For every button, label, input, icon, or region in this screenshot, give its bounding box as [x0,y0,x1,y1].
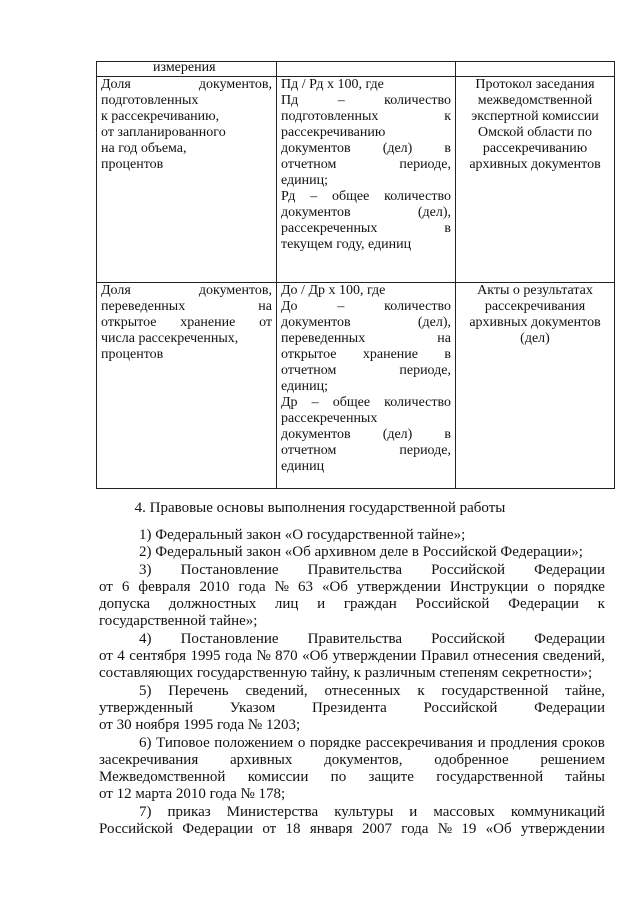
table-row [97,77,615,283]
text-line: 1) Федеральный закон «О государственной тайне»; [139,527,466,543]
legal-basis-list [99,527,605,838]
cell-line: единиц; [281,379,329,394]
cell-line [281,141,451,157]
cell-line: межведомственной [477,93,593,108]
word: в [444,141,451,156]
word: рассекречивания [365,734,474,751]
text-line: 2) Федеральный закон «Об архивном деле в Российской Федерации»; [139,544,583,561]
word: количество [384,299,451,314]
word: от [259,315,272,330]
word: одобренное [434,751,509,768]
word: – [337,93,345,108]
word: периоде, [399,363,451,378]
word: документов, [198,77,272,92]
word: Российской [423,699,498,716]
cell-line: текущем году, единиц [281,237,412,252]
word: тайне, [565,682,605,699]
cell-line: Протокол заседания [475,77,595,92]
word: Рд [281,189,296,204]
word: Российской [415,596,490,613]
text-line: государственной тайне»; [99,613,258,630]
word: общее [332,395,371,410]
word: года [224,648,253,665]
text-line: от 12 марта 2010 года № 178; [99,786,286,803]
cell-line: экспертной комиссии [471,109,599,124]
word: Доля [101,283,131,298]
word: Правительства [307,561,403,578]
word: о [537,578,545,595]
word: отнесенных [324,682,401,699]
cell-line [281,189,451,205]
word: рассекреченных [281,221,378,236]
word: решением [540,751,605,768]
word: Президента [311,699,387,716]
word: и [317,596,326,613]
word: утвержденный [99,699,194,716]
table-cell-indicator [97,283,277,489]
word: Постановление [180,561,279,578]
word: приказ [167,803,211,820]
cell-line [281,427,451,443]
section-title: 4. Правовые основы выполнения государственной работы [134,500,506,516]
cell-line: (дел) [520,331,550,346]
word: 2007 [362,821,392,838]
word: документов [281,205,351,220]
word: о [297,734,306,751]
word: продления [490,734,558,751]
word: допуска [99,596,151,613]
word: отчетном [281,443,337,458]
word: открытое [281,347,337,362]
word: сведений, [542,648,605,665]
word: отчетном [281,157,337,172]
word: комиссии [247,769,309,786]
text-line [99,683,605,700]
list-item [99,527,605,544]
word: порядке [553,578,605,595]
word: к [597,596,605,613]
cell-line: единиц [281,459,325,474]
cell-line [281,109,451,125]
word: архивных [229,751,293,768]
cell-line: архивных документов [469,157,601,172]
cell-line: на год объема, [101,141,187,156]
word: отнесения [472,648,539,665]
list-item [99,562,605,631]
word: Федерации [534,561,605,578]
text-line: от 30 ноября 1995 года № 1203; [99,717,301,734]
text-line [99,804,605,821]
word: Российской [99,821,173,838]
word: хранение [362,347,418,362]
word: – [311,395,319,410]
cell-line [281,93,451,109]
list-item [99,683,605,735]
table-cell-source [456,283,615,489]
table-cell-indicator [97,62,277,77]
cell-line [281,395,451,411]
word: «Об [302,648,329,665]
word: документов [281,427,351,442]
word: года [238,578,266,595]
text-line: составляющих государственную тайну, к различным степеням секретности»; [99,665,593,682]
word: 19 [461,821,477,838]
word: отчетном [281,363,337,378]
cell-line: Омской области по [477,125,593,140]
table-cell-source [456,77,615,283]
word: утверждении [332,648,417,665]
text-line [99,562,605,579]
word: 6 [121,578,130,595]
word: переведенных [281,331,366,346]
word: по [330,769,347,786]
word: в [444,347,451,362]
word: количество [384,189,451,204]
word: защите [368,769,414,786]
text-line [99,821,605,838]
word: от [262,821,277,838]
word: к [417,682,425,699]
cell-line: рассекречиванию [482,141,588,156]
word: коммуникаций [510,803,605,820]
cell-line [101,299,272,315]
word: документов [281,315,351,330]
cell-line: рассекречивания [484,299,586,314]
word: количество [384,93,451,108]
word: и [409,803,418,820]
text-line [99,700,605,717]
word: порядке [309,734,362,751]
word: Федерации [182,821,254,838]
list-item [99,544,605,561]
cell-line: До / Др х 100, где [281,283,386,298]
continuation-text: измерения [153,60,216,75]
word: Федерации [534,699,605,716]
word: переведенных [101,299,186,314]
word: в [444,427,451,442]
list-item [99,631,605,683]
cell-line [101,77,272,93]
cell-line [281,443,451,459]
word: положением [214,734,294,751]
table-row [97,283,615,489]
indicators-table [96,61,615,489]
word: тайны [565,769,605,786]
word: – [337,299,345,314]
table-cell-formula [277,283,456,489]
word: общее [331,189,370,204]
cell-line: единиц; [281,173,329,188]
word: сроков [562,734,605,751]
word: 5) [139,682,152,699]
cell-line: числа рассекреченных, [101,331,239,346]
cell-line [281,299,451,315]
text-line [99,735,605,752]
text-line [99,769,605,786]
word: периоде, [399,157,451,172]
word: документов, [198,283,272,298]
word: Пд [281,93,299,108]
cell-line [281,157,451,173]
word: Перечень [168,682,229,699]
word: 63 [297,578,313,595]
table-cell-formula [277,77,456,283]
word: 3) [139,561,152,578]
word: (дел), [417,315,451,330]
word: 2010 [199,578,230,595]
word: 7) [139,803,152,820]
word: 4 [117,648,125,665]
cell-line [281,347,451,363]
word: № [274,578,289,595]
word: подготовленных [281,109,379,124]
word: Правительства [307,630,403,647]
word: документов [281,141,351,156]
word: 1995 [190,648,221,665]
word: 870 [275,648,298,665]
table-cell-formula [277,62,456,77]
word: года [401,821,429,838]
cell-line: процентов [101,347,164,362]
word: государственной [441,682,549,699]
word: Постановление [180,630,279,647]
word: Федерации [508,596,579,613]
cell-line: подготовленных [101,93,199,108]
word: утверждении [520,821,605,838]
word: Указом [229,699,276,716]
word: Федерации [534,630,605,647]
word: периоде, [399,443,451,458]
word: «Об [321,578,348,595]
list-item [99,804,605,839]
word: 6) [139,734,152,751]
word: культуры [334,803,394,820]
word: лиц [274,596,299,613]
word: Типовое [156,734,210,751]
word: хранение [180,315,236,330]
word: государственной [436,769,544,786]
word: и [477,734,486,751]
text-line [99,579,605,596]
word: – [310,189,318,204]
cell-line [101,283,272,299]
cell-line [281,315,451,331]
word: (дел) [382,141,413,156]
text-line [99,752,605,769]
word: граждан [343,596,397,613]
word: от [99,648,113,665]
word: № [256,648,271,665]
word: Др [281,395,298,410]
cell-line [101,315,272,331]
cell-line: рассекреченных [281,411,378,426]
cell-line: процентов [101,157,164,172]
word: массовых [433,803,495,820]
word: открытое [101,315,157,330]
table-cell-indicator [97,77,277,283]
word: Российской [431,630,506,647]
word: сентября [129,648,187,665]
word: на [437,331,451,346]
word: № [437,821,453,838]
word: До [281,299,298,314]
word: количество [384,395,451,410]
word: на [258,299,272,314]
word: Инструкции [449,578,529,595]
table-row [97,62,615,77]
word: 4) [139,630,152,647]
word: Межведомственной [99,769,226,786]
cell-line: Пд / Рд х 100, где [281,77,384,92]
cell-line [281,205,451,221]
word: Российской [431,561,506,578]
cell-line: Акты о результатах [477,283,593,298]
word: Правил [420,648,469,665]
cell-line: к рассекречиванию, [101,109,220,124]
word: Доля [101,77,131,92]
cell-line [281,221,451,237]
word: должностных [168,596,257,613]
cell-line [281,363,451,379]
text-line [99,596,605,613]
cell-line [281,331,451,347]
word: утверждении [356,578,441,595]
text-line [99,648,605,665]
text-line [99,631,605,648]
word: февраля [138,578,191,595]
word: засекречивания [99,751,199,768]
word: января [309,821,353,838]
cell-line: рассекречиванию [281,125,386,140]
cell-line: от запланированного [101,125,226,140]
word: в [444,221,451,236]
word: от [99,578,113,595]
cell-line: архивных документов [469,315,601,330]
word: (дел), [417,205,451,220]
table-cell-source [456,62,615,77]
word: сведений, [245,682,308,699]
word: (дел) [382,427,413,442]
word: документов, [324,751,403,768]
list-item [99,735,605,804]
word: «Об [485,821,512,838]
word: к [444,109,451,124]
word: Министерства [226,803,319,820]
word: 18 [285,821,301,838]
